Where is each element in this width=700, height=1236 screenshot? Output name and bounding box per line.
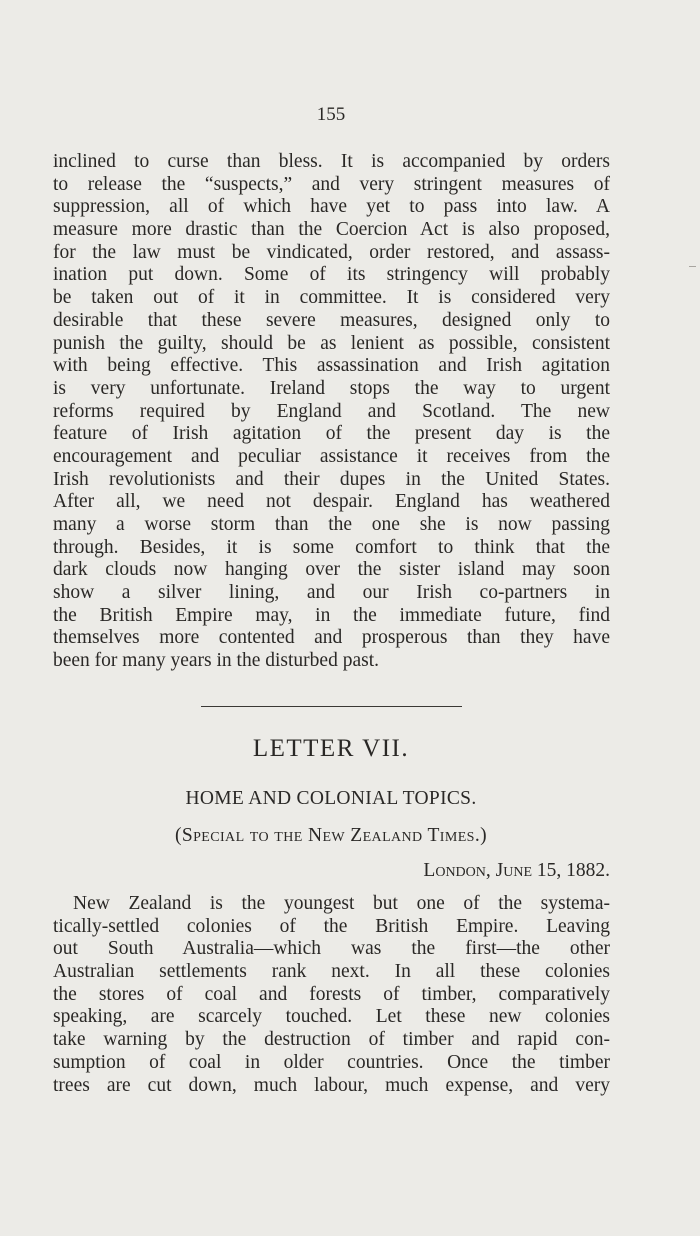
text-line: to release the “suspects,” and very stringent measures of bbox=[53, 173, 610, 195]
text-line: is very unfortunate. Ireland stops the way to urgent bbox=[53, 377, 610, 399]
text-line: dark clouds now hanging over the sister island may soon bbox=[53, 559, 610, 581]
text-line: show a silver lining, and our Irish co-partners in bbox=[53, 582, 610, 604]
preceding-letter-text bbox=[53, 151, 610, 673]
text-line: suppression, all of which have yet to pass into law. A bbox=[53, 196, 610, 218]
page-edge-mark bbox=[689, 266, 696, 267]
text-line: with being effective. This assassination and Irish agitation bbox=[53, 355, 610, 377]
letter-heading: LETTER VII. bbox=[252, 735, 410, 762]
text-line: Australian settlements rank next. In all these colonies bbox=[53, 961, 610, 983]
text-line: ination put down. Some of its stringency will probably bbox=[53, 264, 610, 286]
text-line: encouragement and peculiar assistance it receives from the bbox=[53, 445, 610, 467]
text-line: inclined to curse than bless. It is accompanied by orders bbox=[53, 151, 610, 172]
page-number: 155 bbox=[316, 104, 346, 125]
text-line: reforms required by England and Scotland. The new bbox=[53, 400, 610, 422]
text-line: many a worse storm than the one she is now passing bbox=[53, 514, 610, 535]
text-line: punish the guilty, should be as lenient as possible, consistent bbox=[53, 332, 610, 354]
text-line: through. Besides, it is some comfort to think that the bbox=[53, 536, 610, 558]
text-line: tically-settled colonies of the British Empire. Leaving bbox=[53, 915, 610, 937]
text-line: the British Empire may, in the immediate future, find bbox=[53, 604, 610, 626]
text-line: feature of Irish agitation of the present day is the bbox=[53, 423, 610, 445]
text-line: After all, we need not despair. England has weathered bbox=[53, 491, 610, 513]
text-line: the stores of coal and forests of timber, comparatively bbox=[53, 983, 610, 1005]
text-line: out South Australia—which was the first—the other bbox=[53, 938, 610, 960]
text-line: themselves more contented and prosperous than they have bbox=[53, 627, 610, 649]
text-line: take warning by the destruction of timber and rapid con- bbox=[53, 1029, 610, 1051]
text-line: measure more drastic than the Coercion Act is also proposed, bbox=[53, 219, 610, 241]
text-line: trees are cut down, much labour, much expense, and very bbox=[53, 1074, 610, 1096]
letter-body-text bbox=[53, 893, 610, 1097]
text-line: Irish revolutionists and their dupes in the United States. bbox=[53, 468, 610, 490]
section-divider bbox=[201, 706, 462, 707]
dateline: London, June 15, 1882. bbox=[423, 860, 610, 881]
text-line: New Zealand is the youngest but one of the systema- bbox=[73, 893, 610, 914]
text-line: speaking, are scarcely touched. Let these new colonies bbox=[53, 1006, 610, 1028]
text-line: for the law must be vindicated, order restored, and assass- bbox=[53, 241, 610, 263]
text-line: desirable that these severe measures, designed only to bbox=[53, 309, 610, 331]
text-line: sumption of coal in older countries. Once the timber bbox=[53, 1051, 610, 1073]
text-line: be taken out of it in committee. It is considered very bbox=[53, 287, 610, 309]
text-line: been for many years in the disturbed past. bbox=[53, 650, 379, 672]
special-note: (Special to the New Zealand Times.) bbox=[174, 825, 488, 846]
letter-subheading: HOME AND COLONIAL TOPICS. bbox=[185, 788, 477, 809]
